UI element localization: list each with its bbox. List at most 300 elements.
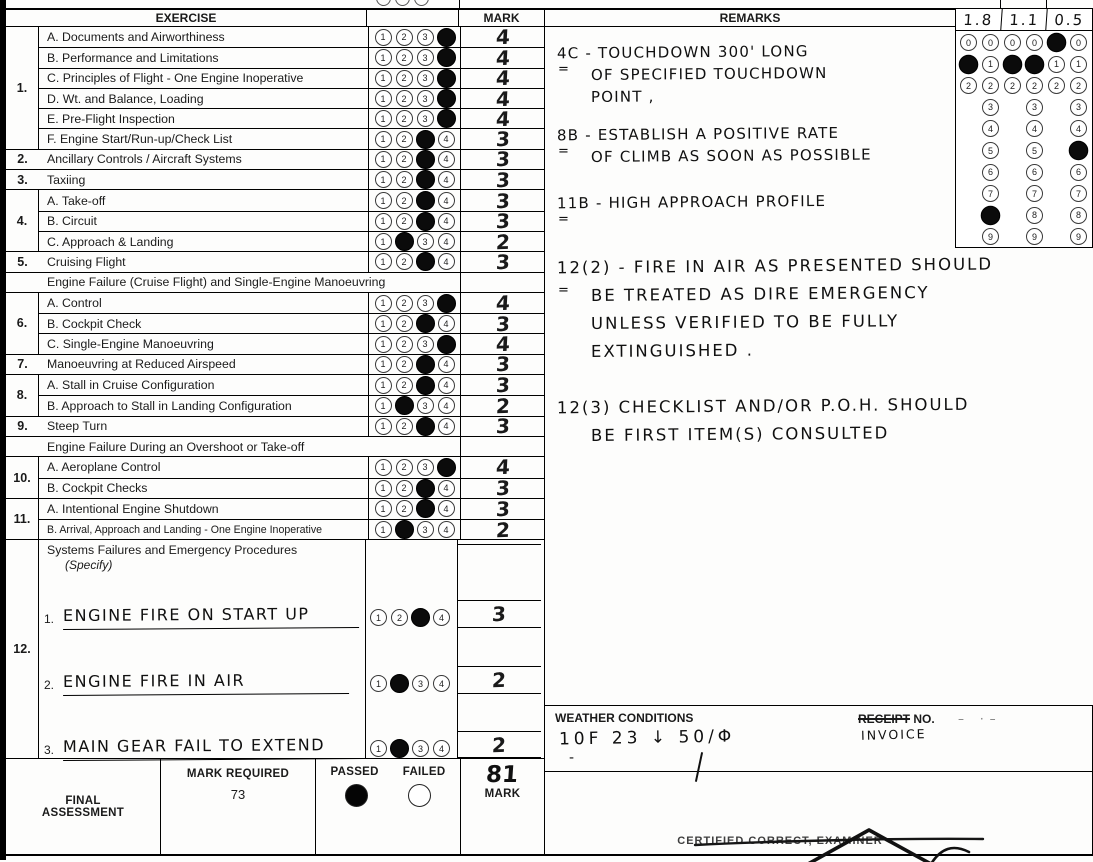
score-bubbles (375, 356, 455, 373)
score-bubble-4: 4 (438, 253, 455, 270)
remark-line: UNLESS VERIFIED TO BE FULLY (590, 311, 900, 334)
mark-cell (460, 290, 544, 316)
exercise-row (39, 475, 544, 501)
group-rows (39, 455, 544, 501)
bubble-cell (368, 89, 460, 108)
score-bubble-4: 4 (438, 171, 455, 188)
score-bubbles (375, 459, 455, 476)
score-bubble-2: 2 (396, 110, 413, 127)
score-bubble-2: 2 (396, 151, 413, 168)
final-assessment-cell (6, 759, 160, 854)
score-bubble-4: 4 (438, 418, 455, 435)
grid-bubble-2: 2 (1004, 77, 1021, 94)
grid-bubble-5: 5 (1026, 142, 1043, 159)
score-bubble-4: 4 (438, 315, 455, 332)
exercise-label: D. Wt. and Balance, Loading (47, 91, 204, 106)
score-bubble-4: 4 (438, 377, 455, 394)
exercise-number: 9. (17, 419, 28, 434)
pen-marks: – ·– (958, 712, 1002, 726)
score-bubble-3-filled (415, 191, 434, 210)
score-bubbles (375, 480, 455, 497)
score-bubbles (375, 315, 455, 332)
score-bubbles (375, 110, 455, 127)
score-bubbles (370, 740, 450, 757)
handwritten-mark: 3 (494, 188, 511, 213)
remarks-header: REMARKS (545, 10, 955, 27)
handwritten-mark: 3 (494, 414, 511, 439)
mark-cell (460, 126, 544, 152)
receipt-no-label (858, 712, 935, 726)
grid-bubble-1-filled (1003, 54, 1023, 74)
mark-cell (457, 666, 541, 694)
remark-line: OF CLIMB AS SOON AS POSSIBLE (590, 145, 872, 167)
grid-bubble-0-filled (1047, 33, 1067, 53)
mark-cell (460, 517, 544, 543)
handwritten-mark: 3 (494, 311, 511, 337)
exercise-row (39, 229, 544, 254)
grid-bubble-0: 0 (1070, 34, 1087, 51)
handwritten-mark: 2 (494, 393, 511, 419)
weather-conditions-label: WEATHER CONDITIONS (555, 711, 694, 725)
exercise-label: Ancillary Controls / Aircraft Systems (47, 152, 242, 167)
bubble-cell (368, 417, 460, 436)
bubble-cell (368, 479, 460, 498)
specify-item-number: 2. (44, 678, 55, 693)
bubble-cell (368, 212, 460, 231)
score-bubble-1: 1 (375, 192, 392, 209)
score-bubble-1: 1 (375, 521, 392, 538)
score-bubbles (375, 253, 455, 270)
handwritten-mark: 3 (494, 249, 511, 275)
score-bubble-2: 2 (396, 192, 413, 209)
score-bubble-2: 2 (396, 90, 413, 107)
exercise-group (6, 372, 544, 419)
exercise-label: A. Control (47, 296, 102, 310)
score-bubble-3-filled (415, 499, 434, 518)
handwritten-mark: 4 (494, 331, 511, 357)
exercise-row-label (6, 170, 368, 189)
double-tick-mark: = (558, 62, 569, 77)
section-header-row (6, 273, 544, 293)
handwritten-mark: 3 (494, 352, 511, 377)
grid-bubble-1: 1 (1070, 56, 1087, 73)
exercise-row (39, 372, 544, 398)
grid-bubble-9: 9 (982, 228, 999, 245)
score-bubble-4: 4 (438, 213, 455, 230)
score-bubble-2-filled (394, 520, 413, 539)
score-bubbles (375, 29, 455, 46)
mark-label: MARK (484, 788, 521, 801)
score-bubble-2: 2 (396, 356, 413, 373)
score-bubbles (375, 70, 455, 87)
digit-bubble-grid (956, 31, 1092, 246)
exercise-label: B. Cockpit Checks (47, 481, 148, 496)
grid-bubble-1-filled (1025, 54, 1045, 74)
exercise-label: Taxiing (47, 172, 86, 187)
score-bubble-3: 3 (417, 233, 434, 250)
exercise-table (6, 8, 545, 856)
score-bubbles (375, 397, 455, 414)
group-rows (39, 290, 544, 357)
bubble-cell (368, 396, 460, 415)
group-rows (39, 188, 544, 254)
score-bubble-4: 4 (438, 192, 455, 209)
scan-artifact-bubbles (376, 0, 436, 7)
exercise-label: B. Cockpit Check (47, 316, 142, 331)
bubble-column-line (365, 540, 366, 758)
grid-bubble-1: 1 (982, 56, 999, 73)
exercise-label: F. Engine Start/Run-up/Check List (47, 132, 233, 147)
bubble-cell (368, 190, 460, 210)
score-bubble-2: 2 (396, 171, 413, 188)
handwritten-mark: 2 (494, 229, 511, 254)
flight-time-values (956, 9, 1092, 31)
score-bubble-3-filled (415, 376, 434, 395)
bubble-cell (368, 457, 460, 477)
grid-bubble-0: 0 (982, 34, 999, 51)
score-bubble-3: 3 (417, 336, 434, 353)
final-label: FINAL (65, 794, 101, 807)
exercise-number: 3. (17, 172, 28, 187)
score-bubbles (375, 151, 455, 168)
score-bubbles (375, 171, 455, 188)
mark-cell (457, 600, 541, 628)
grid-bubble-6: 6 (982, 164, 999, 181)
grid-bubble-9: 9 (1026, 228, 1043, 245)
score-bubbles (375, 336, 455, 353)
handwritten-mark: 2 (491, 732, 507, 758)
bubble-cell (368, 499, 460, 519)
score-bubble-1: 1 (375, 295, 392, 312)
bubble-cell (368, 27, 460, 47)
score-bubble-4: 4 (438, 151, 455, 168)
score-bubbles (375, 295, 455, 312)
score-bubble-4: 4 (433, 675, 450, 692)
grid-bubble-0: 0 (1004, 34, 1021, 51)
score-bubble-4-filled (436, 458, 455, 477)
specify-item-number: 3. (44, 743, 55, 758)
remark-line: 4C - TOUCHDOWN 300' LONG (556, 42, 809, 63)
grid-bubble-2: 2 (982, 77, 999, 94)
exercise-group (6, 457, 544, 499)
remark-line: BE FIRST ITEM(S) CONSULTED (590, 423, 890, 446)
score-bubbles (375, 49, 455, 66)
handwritten-mark: 3 (494, 147, 511, 172)
mark-cell (460, 249, 544, 275)
score-bubble-2: 2 (396, 377, 413, 394)
mark-cell (460, 372, 544, 398)
exercise-row (39, 290, 544, 316)
final-assessment-row (6, 759, 544, 854)
bubble-cell (368, 293, 460, 313)
exercise-row (6, 414, 544, 439)
exercise-row (39, 311, 544, 337)
score-bubble-2-filled (390, 674, 409, 693)
score-bubble-2: 2 (396, 336, 413, 353)
grid-bubble-1-filled (959, 54, 979, 74)
grid-bubble-6: 6 (1026, 164, 1043, 181)
mark-cell-line (457, 544, 541, 545)
exercise-row-label (6, 150, 368, 169)
remark-note (557, 392, 1089, 448)
grid-bubble-3: 3 (1026, 99, 1043, 116)
exercise-number: 12. (6, 540, 39, 758)
score-bubble-4-filled (436, 69, 455, 88)
grid-bubble-2: 2 (1048, 77, 1065, 94)
handwritten-mark: 2 (494, 517, 511, 543)
handwritten-mark: 2 (491, 668, 507, 693)
weather-conditions-box (545, 705, 1093, 772)
score-bubbles (375, 418, 455, 435)
exercise-number: 1. (6, 27, 39, 149)
score-bubble-4: 4 (438, 500, 455, 517)
exercise-label: A. Stall in Cruise Configuration (47, 378, 215, 393)
score-bubble-3-filled (415, 150, 434, 169)
score-bubbles (370, 675, 450, 692)
score-bubble-3: 3 (417, 521, 434, 538)
bubble-cell (368, 314, 460, 333)
mark-cell (460, 475, 544, 501)
exercise-row-label (6, 252, 368, 271)
exercise-number: 6. (6, 293, 39, 354)
exercise-rows (6, 24, 544, 543)
score-bubble-3-filled (415, 417, 434, 436)
bubble-cell (368, 252, 460, 271)
exercise-row (39, 331, 544, 357)
mark-cell (460, 311, 544, 337)
grid-bubble-7: 7 (1026, 185, 1043, 202)
exercise-row (39, 188, 544, 213)
grid-bubble-8: 8 (1070, 207, 1087, 224)
grid-bubble-3: 3 (1070, 99, 1087, 116)
section-header-label: Engine Failure (Cruise Flight) and Single-Engine Manoeuvring (47, 275, 386, 290)
score-bubble-2: 2 (396, 213, 413, 230)
score-bubble-4: 4 (433, 740, 450, 757)
score-bubble-2: 2 (396, 315, 413, 332)
handwritten-mark: 3 (494, 209, 511, 234)
score-bubble-2-filled (394, 232, 413, 251)
score-bubble-3: 3 (417, 459, 434, 476)
exercise-row (39, 126, 544, 152)
bubble-cell (368, 48, 460, 67)
score-bubble-4: 4 (438, 397, 455, 414)
exercise-group (6, 190, 544, 252)
mark-cell (460, 331, 544, 357)
score-bubble-2: 2 (391, 609, 408, 626)
remark-line: 12(3) CHECKLIST AND/OR P.O.H. SHOULD (556, 394, 970, 418)
score-bubbles (375, 213, 455, 230)
invoice-note: INVOICE (860, 726, 927, 743)
mark-cell (460, 147, 544, 172)
handwritten-mark: 4 (494, 45, 511, 71)
score-bubble-1: 1 (375, 253, 392, 270)
handwritten-mark: 4 (494, 24, 511, 50)
exercise-row-label (6, 355, 368, 374)
score-bubble-1: 1 (375, 356, 392, 373)
exercise-label: B. Performance and Limitations (47, 50, 219, 65)
bubble-cell (368, 232, 460, 251)
grid-bubble-3: 3 (982, 99, 999, 116)
grid-bubble-9: 9 (1070, 228, 1087, 245)
score-bubble-3-filled (415, 212, 434, 231)
group-rows (39, 372, 544, 419)
score-bubble-3: 3 (417, 49, 434, 66)
mark-header: MARK (483, 11, 520, 25)
score-bubble-4: 4 (438, 356, 455, 373)
grid-bubble-2: 2 (1070, 77, 1087, 94)
score-bubble-2: 2 (396, 49, 413, 66)
score-bubble-1: 1 (375, 336, 392, 353)
section-header-label: Engine Failure During an Overshoot or Take-off (47, 439, 305, 454)
score-bubbles (375, 90, 455, 107)
score-bubble-4: 4 (438, 131, 455, 148)
score-bubble-2: 2 (396, 253, 413, 270)
score-bubble-4: 4 (438, 521, 455, 538)
double-tick-mark: = (558, 283, 569, 298)
handwritten-mark: 4 (494, 290, 511, 316)
score-bubble-1: 1 (375, 315, 392, 332)
grid-bubble-6: 6 (1070, 164, 1087, 181)
exercise-row (6, 352, 544, 377)
bubble-cell (368, 170, 460, 189)
score-bubble-2-filled (394, 396, 413, 415)
weather-conditions-value: 10F 23 ↓ 50/Φ (558, 726, 736, 750)
group-rows (39, 24, 544, 152)
grid-bubble-4: 4 (1070, 120, 1087, 137)
handwritten-mark: 3 (494, 126, 511, 152)
score-bubble-2: 2 (396, 459, 413, 476)
grid-bubble-0: 0 (960, 34, 977, 51)
exercise-row (39, 24, 544, 50)
bubble-cell (368, 375, 460, 395)
section12-title: Systems Failures and Emergency Procedures (47, 543, 298, 558)
specify-item-number: 1. (44, 612, 55, 627)
mark-cell (460, 45, 544, 71)
handwritten-mark: 4 (494, 455, 511, 480)
exercise-group (6, 496, 544, 543)
table-header-row (6, 10, 544, 27)
exercise-label: Cruising Flight (47, 254, 126, 269)
score-bubble-1: 1 (375, 49, 392, 66)
no-word: NO. (910, 712, 935, 726)
score-bubble-1: 1 (375, 500, 392, 517)
handwritten-mark: 3 (494, 475, 511, 501)
handwritten-mark: 3 (491, 602, 507, 627)
failed-bubble (408, 784, 431, 807)
examiner-signature (545, 772, 1093, 862)
mark-required-value: 73 (230, 787, 246, 803)
score-bubble-1: 1 (375, 110, 392, 127)
mark-cell (460, 496, 544, 522)
score-bubble-3: 3 (417, 110, 434, 127)
score-bubble-1: 1 (375, 233, 392, 250)
bubble-cell (368, 109, 460, 128)
mark-cell (460, 229, 544, 254)
grid-bubble-2: 2 (1026, 77, 1043, 94)
exercise-row (6, 147, 544, 172)
exercise-number: 2. (17, 152, 28, 167)
exercise-label: B. Arrival, Approach and Landing - One Engine Inoperative (47, 523, 323, 536)
mark-required-cell (160, 759, 315, 854)
score-bubble-1: 1 (375, 29, 392, 46)
score-bubble-3-filled (415, 252, 434, 271)
exercise-row (39, 66, 544, 91)
score-bubble-1: 1 (375, 213, 392, 230)
scan-artifact-line (459, 0, 460, 8)
bubble-cell (368, 334, 460, 353)
specify-item-text: ENGINE FIRE ON START UP (63, 604, 359, 630)
mark-column-line (457, 540, 458, 758)
mark-cell (460, 352, 544, 377)
exercise-label: Manoeuvring at Reduced Airspeed (47, 357, 236, 372)
score-bubble-4-filled (436, 89, 455, 108)
handwritten-mark: 4 (494, 106, 511, 132)
score-bubbles (375, 233, 455, 250)
exercise-group (6, 24, 544, 152)
section12-subtitle: (Specify) (65, 558, 113, 573)
mark-cell (460, 273, 544, 292)
grid-bubble-0: 0 (1026, 34, 1043, 51)
exercise-row (39, 106, 544, 132)
score-bubble-4-filled (436, 28, 455, 47)
score-bubble-3: 3 (417, 397, 434, 414)
mark-cell (460, 437, 544, 456)
score-bubble-1: 1 (375, 480, 392, 497)
time-value-1: 1.8 (962, 10, 994, 29)
score-bubble-2: 2 (396, 131, 413, 148)
grid-bubble-5: 5 (982, 142, 999, 159)
score-bubble-2: 2 (396, 480, 413, 497)
bubble-column-header (367, 10, 459, 26)
bubble-cell (368, 69, 460, 88)
mark-cell (460, 393, 544, 419)
score-bubble-3: 3 (417, 90, 434, 107)
specify-item-text: MAIN GEAR FAIL TO EXTEND (63, 735, 363, 761)
passed-bubble-filled (345, 784, 368, 807)
mark-cell (460, 188, 544, 213)
score-bubble-2: 2 (396, 418, 413, 435)
score-bubble-2: 2 (396, 295, 413, 312)
handwritten-mark: 4 (494, 86, 511, 111)
grid-bubble-8: 8 (1026, 207, 1043, 224)
specify-item-text: ENGINE FIRE IN AIR (63, 670, 349, 696)
score-bubble-3-filled (415, 355, 434, 374)
handwritten-mark: 3 (494, 496, 511, 522)
remark-line: BE TREATED AS DIRE EMERGENCY (590, 283, 930, 306)
passed-failed-cell (315, 759, 460, 854)
grid-bubble-8-filled (981, 206, 1001, 226)
exercise-label: E. Pre-Flight Inspection (47, 111, 175, 126)
score-bubble-1: 1 (375, 70, 392, 87)
exercise-row (39, 455, 544, 480)
exercise-row (39, 393, 544, 419)
failed-label: FAILED (402, 766, 446, 779)
score-bubble-4-filled (436, 335, 455, 354)
grid-bubble-4: 4 (1026, 120, 1043, 137)
exercise-row (6, 249, 544, 275)
scan-artifact-line (1000, 0, 1001, 8)
bubble-cell (368, 129, 460, 148)
score-bubble-3: 3 (417, 295, 434, 312)
mark-cell (460, 455, 544, 480)
score-bubble-1: 1 (375, 171, 392, 188)
score-bubble-1: 1 (375, 459, 392, 476)
exercise-number: 7. (17, 357, 28, 372)
time-value-3: 0.5 (1046, 9, 1093, 30)
score-bubbles (375, 377, 455, 394)
score-bubble-3: 3 (412, 675, 429, 692)
time-value-2: 1.1 (1000, 9, 1047, 30)
